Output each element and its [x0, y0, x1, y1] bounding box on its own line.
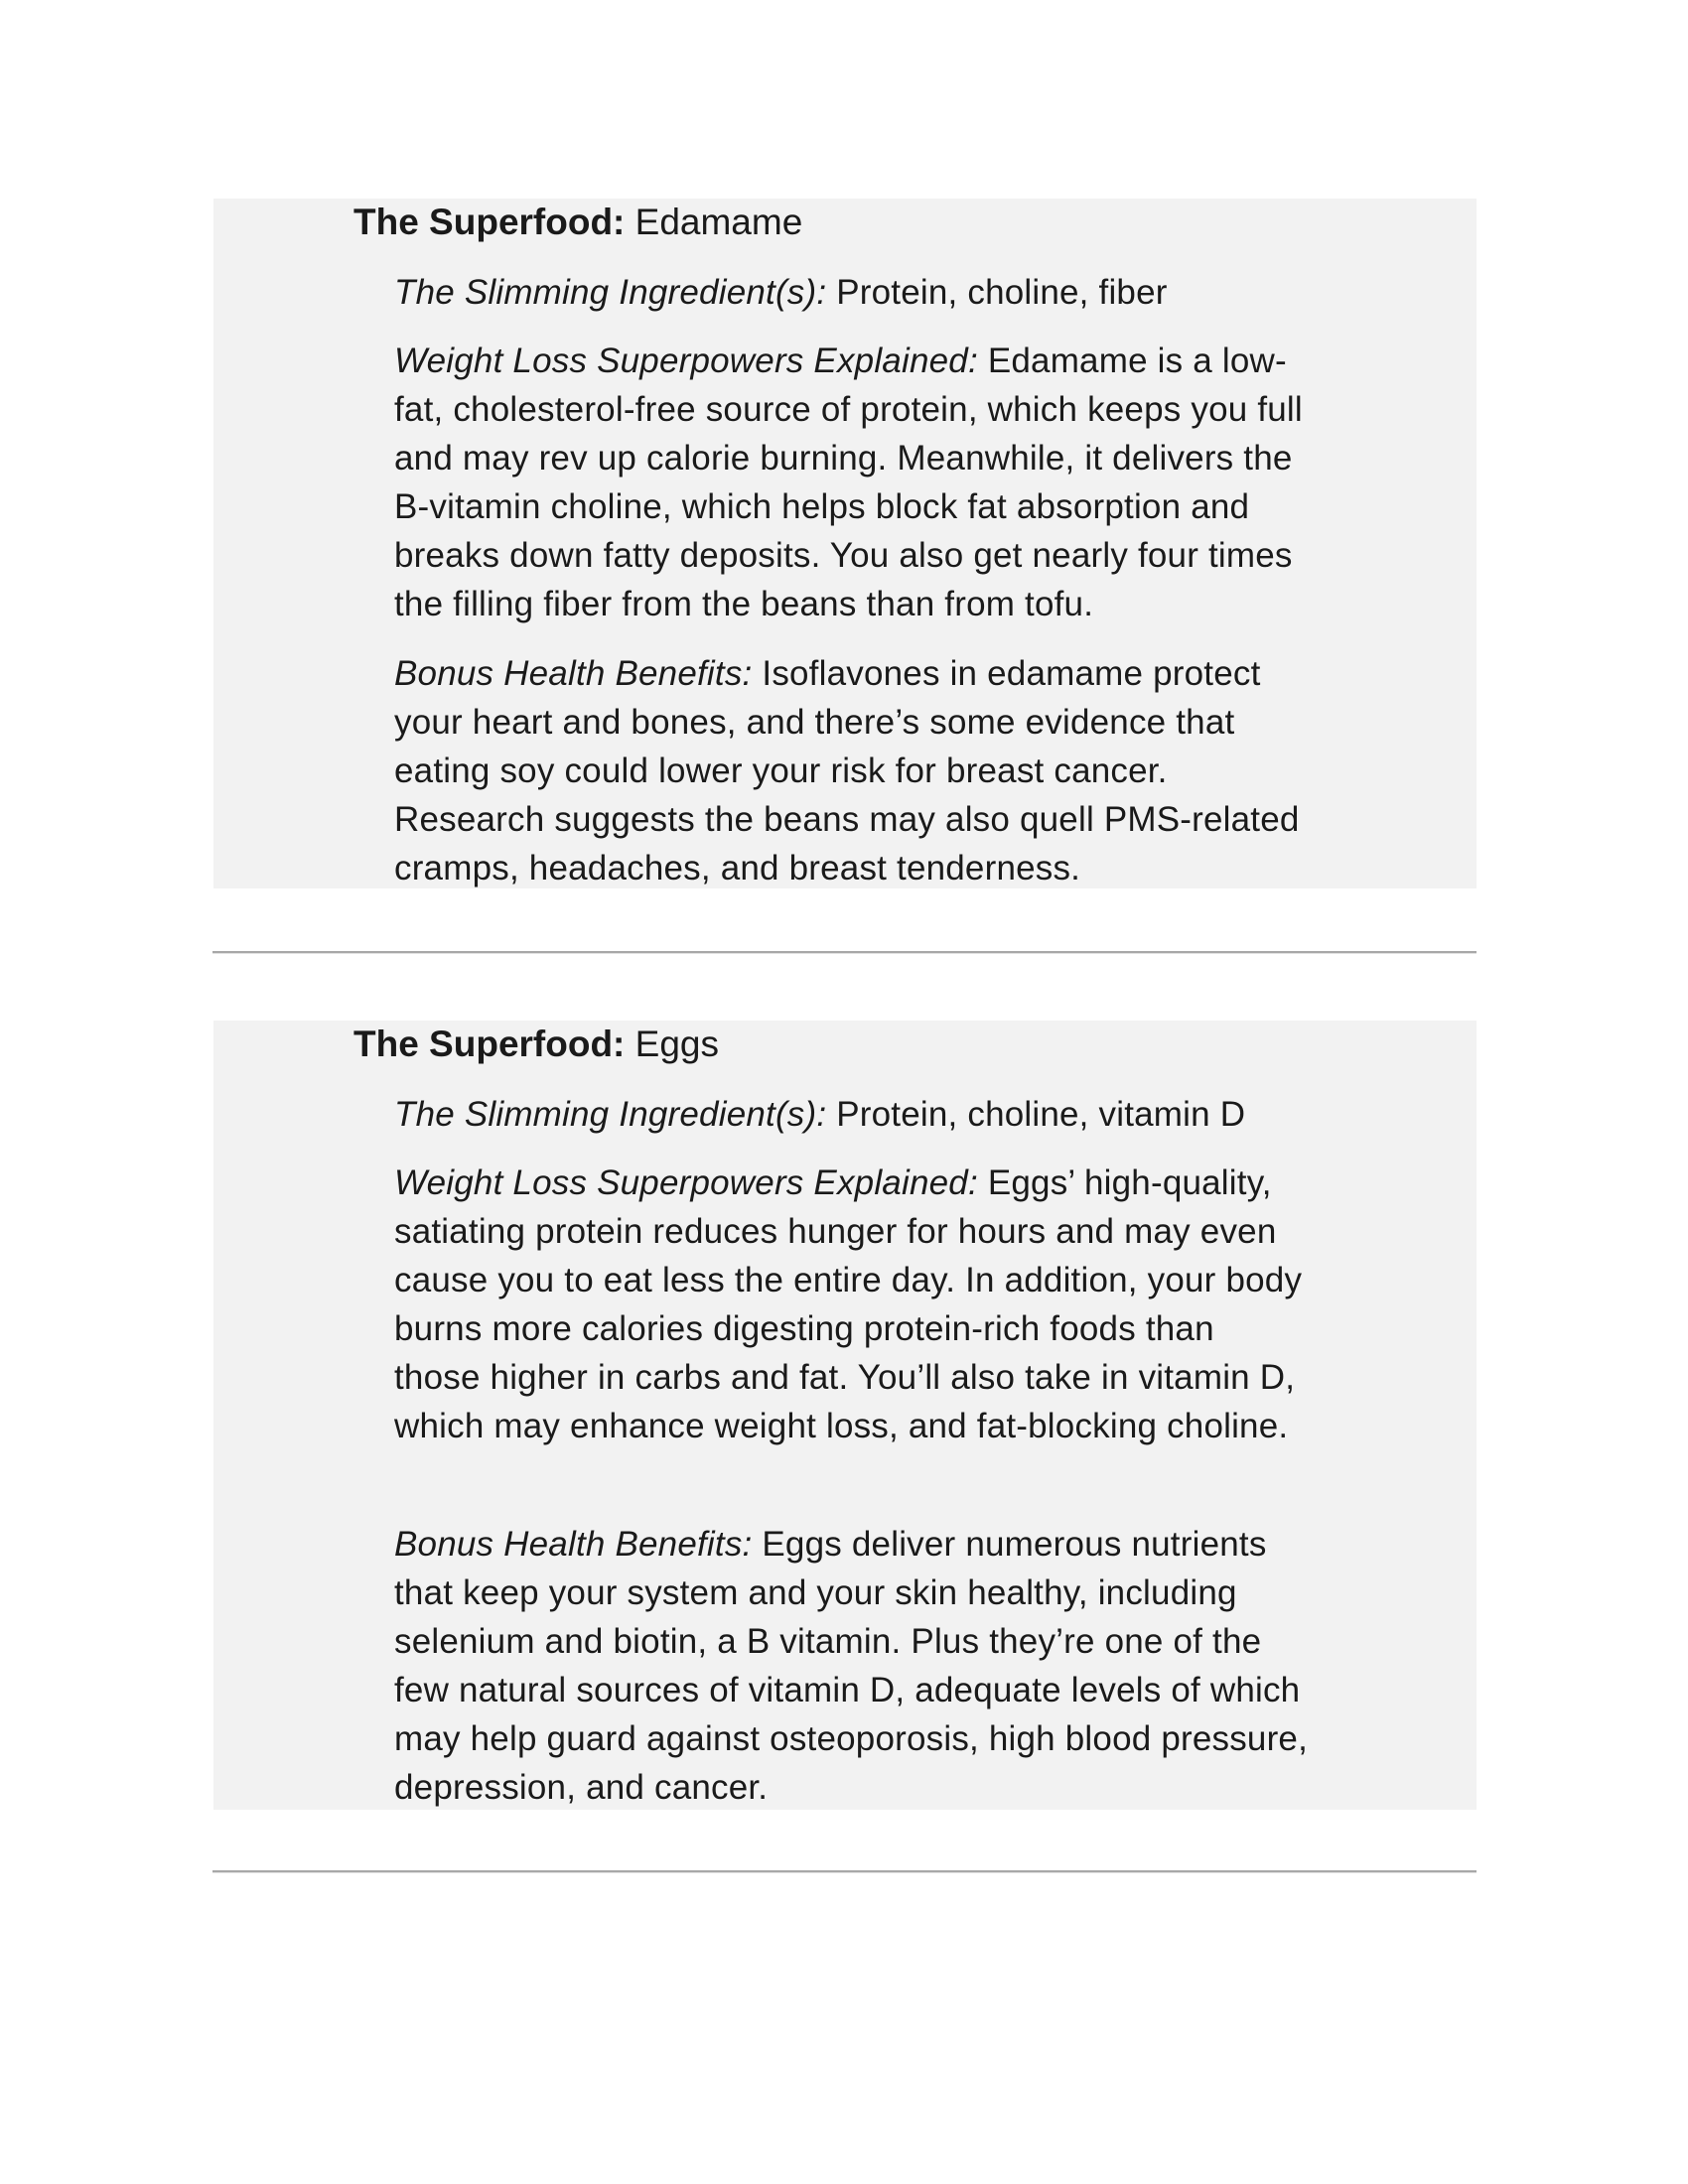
slimming-ingredients: [394, 1090, 1308, 1139]
weight-loss-text: Eggs’ high-quality, satiating protein reduces hunger for hours and may even cause you to eat less the entire day. In addition, your body burns more calories digesting protein-rich foods than those higher in carbs and fat. You’ll also take in vitamin D, which may enhance weight loss, and fat-blocking choline.: [394, 1163, 1303, 1445]
superfood-card-edamame: [213, 199, 1477, 888]
superfood-name: Eggs: [634, 1024, 719, 1064]
bonus-text: Eggs deliver numerous nutrients that keep your system and your skin healthy, including selenium and biotin, a B vitamin. Plus they’re one of the few natural sources of vitamin D, adequate levels of which may help guard against osteoporosis, high blood pressure, depression, and cancer.: [394, 1525, 1309, 1807]
bonus-label: Bonus Health Benefits:: [394, 654, 753, 693]
section-divider: [212, 951, 1477, 954]
superfood-label: The Superfood:: [353, 1024, 626, 1064]
slimming-ingredients-text: Protein, choline, vitamin D: [836, 1095, 1246, 1134]
slimming-ingredients-text: Protein, choline, fiber: [836, 273, 1168, 312]
slimming-ingredients: [394, 268, 1308, 317]
superfood-heading: [353, 1022, 719, 1067]
weight-loss-explained: [394, 1159, 1308, 1450]
superfood-label: The Superfood:: [353, 202, 626, 242]
bonus-text: Isoflavones in edamame protect your heart and bones, and there’s some evidence that eating soy could lower your risk for breast cancer. Research suggests the beans may also quell PMS-related cramps, headaches, and breast tenderness.: [394, 654, 1300, 887]
bonus-health-benefits: [394, 1520, 1308, 1812]
weight-loss-label: Weight Loss Superpowers Explained:: [394, 341, 978, 380]
weight-loss-explained: [394, 337, 1308, 628]
weight-loss-label: Weight Loss Superpowers Explained:: [394, 1163, 978, 1202]
superfood-name: Edamame: [634, 202, 803, 242]
slimming-ingredients-label: The Slimming Ingredient(s):: [394, 273, 827, 312]
superfood-heading: [353, 200, 802, 245]
section-divider: [212, 1870, 1477, 1873]
bonus-label: Bonus Health Benefits:: [394, 1525, 753, 1564]
superfood-card-eggs: [213, 1021, 1477, 1810]
weight-loss-text: Edamame is a low-fat, cholesterol-free source of protein, which keeps you full and may rev up calorie burning. Meanwhile, it delivers the B-vitamin choline, which helps block fat absorption and breaks down fatty deposits. You also get nearly four times the filling fiber from the beans than from tofu.: [394, 341, 1303, 623]
bonus-health-benefits: [394, 649, 1308, 892]
slimming-ingredients-label: The Slimming Ingredient(s):: [394, 1095, 827, 1134]
